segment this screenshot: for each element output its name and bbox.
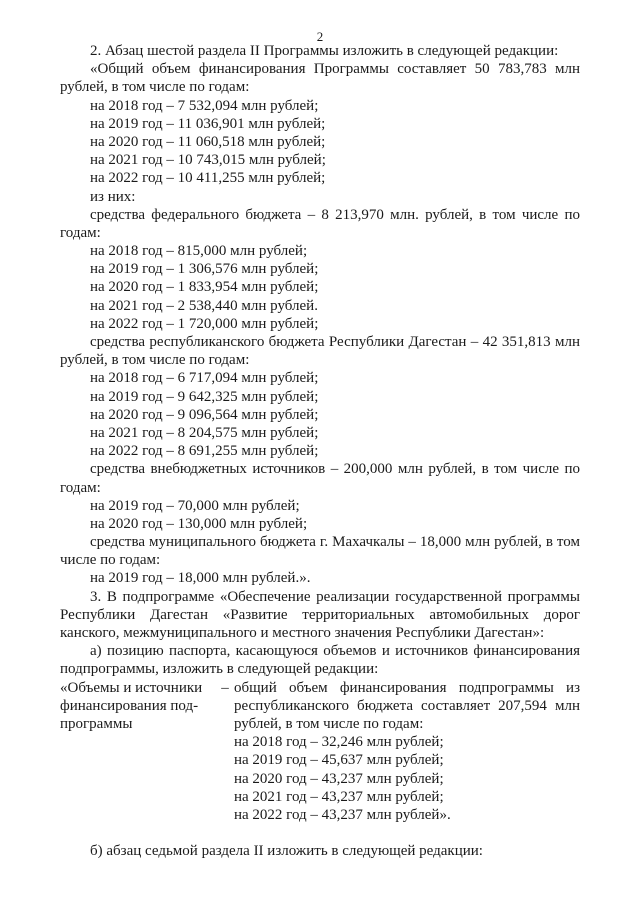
passport-value-line: общий объем финансирования подпрограммы из bbox=[234, 679, 580, 696]
year-line: на 2019 год – 1 306,576 млн рублей; bbox=[90, 261, 319, 278]
passport-value bbox=[234, 679, 580, 825]
paragraph-line: средства федерального бюджета – 8 213,970 млн. рублей, в том числе по bbox=[90, 206, 580, 223]
year-line: на 2018 год – 6 717,094 млн рублей; bbox=[90, 370, 319, 387]
document-body bbox=[60, 42, 580, 860]
year-line: на 2020 год – 9 096,564 млн рублей; bbox=[90, 406, 319, 423]
paragraph-line: средства республиканского бюджета Республики Дагестан – 42 351,813 млн bbox=[90, 334, 580, 350]
paragraph-line: 2. Абзац шестой раздела II Программы изложить в следующей редакции: bbox=[90, 43, 559, 59]
year-line: на 2021 год – 43,237 млн рублей; bbox=[234, 788, 444, 805]
year-line: на 2019 год – 11 036,901 млн рублей; bbox=[90, 115, 326, 132]
paragraph-line: 3. В подпрограмме «Обеспечение реализации государственной программы bbox=[90, 588, 580, 605]
paragraph-line: «Общий объем финансирования Программы составляет 50 783,783 млн bbox=[90, 61, 580, 78]
paragraph-line: рублей, в том числе по годам: bbox=[60, 352, 250, 369]
page-number: 2 bbox=[316, 29, 324, 44]
paragraph-line: б) абзац седьмой раздела II изложить в следующей редакции: bbox=[90, 843, 483, 860]
year-line: на 2021 год – 8 204,575 млн рублей; bbox=[90, 424, 319, 441]
paragraph-line: подпрограммы, изложить в следующей редакции: bbox=[60, 661, 379, 678]
paragraph-line: средства муниципального бюджета г. Махачкалы – 18,000 млн рублей, в том bbox=[90, 534, 580, 551]
dash-mark: – bbox=[221, 679, 229, 696]
paragraph-line: канского, межмуниципального и местного значения Республики Дагестан»: bbox=[60, 625, 545, 641]
paragraph-line: рублей, в том числе по годам: bbox=[60, 79, 250, 96]
passport-value-line: рублей, в том числе по годам: bbox=[234, 715, 424, 732]
paragraph-line: из них: bbox=[90, 188, 136, 205]
paragraph-line: годам: bbox=[60, 479, 101, 496]
paragraph-line: а) позицию паспорта, касающуюся объемов и источников финансирования bbox=[90, 643, 580, 660]
year-line: на 2019 год – 45,637 млн рублей; bbox=[234, 752, 444, 769]
passport-position bbox=[60, 679, 580, 825]
passport-value-line: республиканского бюджета составляет 207,594 млн bbox=[234, 697, 580, 714]
passport-label-line: финансирования под- bbox=[60, 697, 199, 714]
passport-label-line: «Объемы и источники bbox=[60, 679, 203, 696]
year-line: на 2018 год – 815,000 млн рублей; bbox=[90, 243, 308, 260]
year-line: на 2020 год – 1 833,954 млн рублей; bbox=[90, 279, 319, 296]
year-line: на 2022 год – 8 691,255 млн рублей; bbox=[90, 443, 319, 460]
paragraph-line: числе по годам: bbox=[60, 552, 161, 569]
year-line: на 2019 год – 9 642,325 млн рублей; bbox=[90, 388, 319, 405]
year-line: на 2021 год – 10 743,015 млн рублей; bbox=[90, 152, 326, 169]
year-line: на 2020 год – 130,000 млн рублей; bbox=[90, 515, 308, 532]
year-line: на 2019 год – 18,000 млн рублей.». bbox=[90, 570, 311, 587]
year-line: на 2022 год – 43,237 млн рублей». bbox=[234, 806, 451, 823]
passport-label-line: программы bbox=[60, 715, 133, 732]
year-line: на 2018 год – 32,246 млн рублей; bbox=[234, 734, 444, 751]
year-line: на 2020 год – 11 060,518 млн рублей; bbox=[90, 133, 326, 150]
passport-label bbox=[60, 679, 216, 825]
year-line: на 2021 год – 2 538,440 млн рублей. bbox=[90, 297, 318, 314]
paragraph-line: годам: bbox=[60, 224, 101, 241]
spacer bbox=[60, 824, 580, 842]
year-line: на 2019 год – 70,000 млн рублей; bbox=[90, 497, 300, 514]
year-line: на 2018 год – 7 532,094 млн рублей; bbox=[90, 97, 319, 114]
paragraph-line: Республики Дагестан «Развитие территориальных автомобильных дорог bbox=[60, 606, 580, 623]
year-line: на 2022 год – 10 411,255 млн рублей; bbox=[90, 170, 326, 187]
year-line: на 2020 год – 43,237 млн рублей; bbox=[234, 770, 444, 787]
passport-dash bbox=[216, 679, 234, 825]
year-line: на 2022 год – 1 720,000 млн рублей; bbox=[90, 315, 319, 332]
paragraph-line: средства внебюджетных источников – 200,000 млн рублей, в том числе по bbox=[90, 461, 580, 478]
